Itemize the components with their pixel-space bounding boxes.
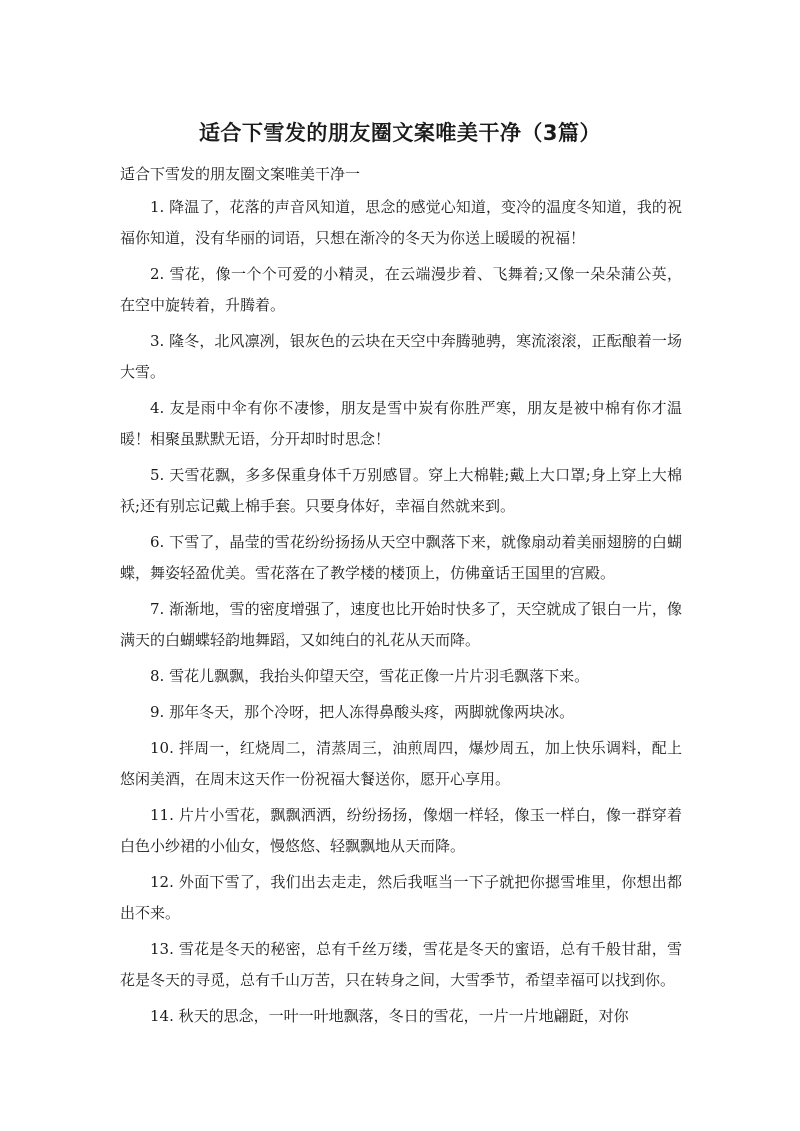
- paragraph: 8. 雪花儿飘飘，我抬头仰望天空，雪花正像一片片羽毛飘落下来。: [150, 667, 590, 685]
- paragraph: 3. 隆冬，北风凛冽，银灰色的云块在天空中奔腾驰骋，寒流滚滚，正酝酿着一场大雪。: [120, 332, 682, 381]
- paragraph: 10. 拌周一，红烧周二，清蒸周三，油煎周四，爆炒周五，加上快乐调料，配上悠闲美酒，在周末这天作一份祝福大餐送你，愿开心享用。: [120, 739, 682, 788]
- paragraph: 14. 秋天的思念，一叶一叶地飘落，冬日的雪花，一片一片地翩跹，对你: [150, 1007, 629, 1025]
- paragraph: 12. 外面下雪了，我们出去走走，然后我哐当一下子就把你摁雪堆里，你想出都出不来。: [120, 873, 682, 922]
- paragraph: 13. 雪花是冬天的秘密，总有千丝万缕，雪花是冬天的蜜语，总有千般甘甜，雪花是冬天的寻觅，总有千山万苦，只在转身之间，大雪季节，希望幸福可以找到你。: [120, 940, 682, 989]
- document-body: [120, 192, 682, 1037]
- paragraph: 1. 降温了，花落的声音风知道，思念的感觉心知道，变冷的温度冬知道，我的祝福你知道，没有华丽的词语，只想在渐冷的冬天为你送上暖暖的祝福！: [120, 198, 682, 247]
- document-subtitle: 适合下雪发的朋友圈文案唯美干净一: [120, 165, 361, 183]
- document-title: 适合下雪发的朋友圈文案唯美干净（3篇）: [198, 121, 602, 145]
- paragraph: 9. 那年冬天，那个冷呀，把人冻得鼻酸头疼，两脚就像两块冰。: [150, 703, 575, 721]
- paragraph: 5. 天雪花飘，多多保重身体千万别感冒。穿上大棉鞋;戴上大口罩;身上穿上大棉袄;还有别忘记戴上棉手套。只要身体好，幸福自然就来到。: [120, 466, 682, 515]
- paragraph: 7. 渐渐地，雪的密度增强了，速度也比开始时快多了，天空就成了银白一片，像满天的白蝴蝶轻韵地舞蹈，又如纯白的礼花从天而降。: [120, 600, 682, 649]
- paragraph: 11. 片片小雪花，飘飘洒洒，纷纷扬扬，像烟一样轻，像玉一样白，像一群穿着白色小纱裙的小仙女，慢悠悠、轻飘飘地从天而降。: [120, 806, 682, 855]
- paragraph: 4. 友是雨中伞有你不凄惨，朋友是雪中炭有你胜严寒，朋友是被中棉有你才温暖！相聚虽默默无语，分开却时时思念！: [120, 399, 682, 448]
- paragraph: 2. 雪花，像一个个可爱的小精灵，在云端漫步着、飞舞着;又像一朵朵蒲公英，在空中旋转着，升腾着。: [120, 265, 682, 314]
- paragraph: 6. 下雪了，晶莹的雪花纷纷扬扬从天空中飘落下来，就像扇动着美丽翅膀的白蝴蝶，舞姿轻盈优美。雪花落在了教学楼的楼顶上，仿佛童话王国里的宫殿。: [120, 533, 682, 582]
